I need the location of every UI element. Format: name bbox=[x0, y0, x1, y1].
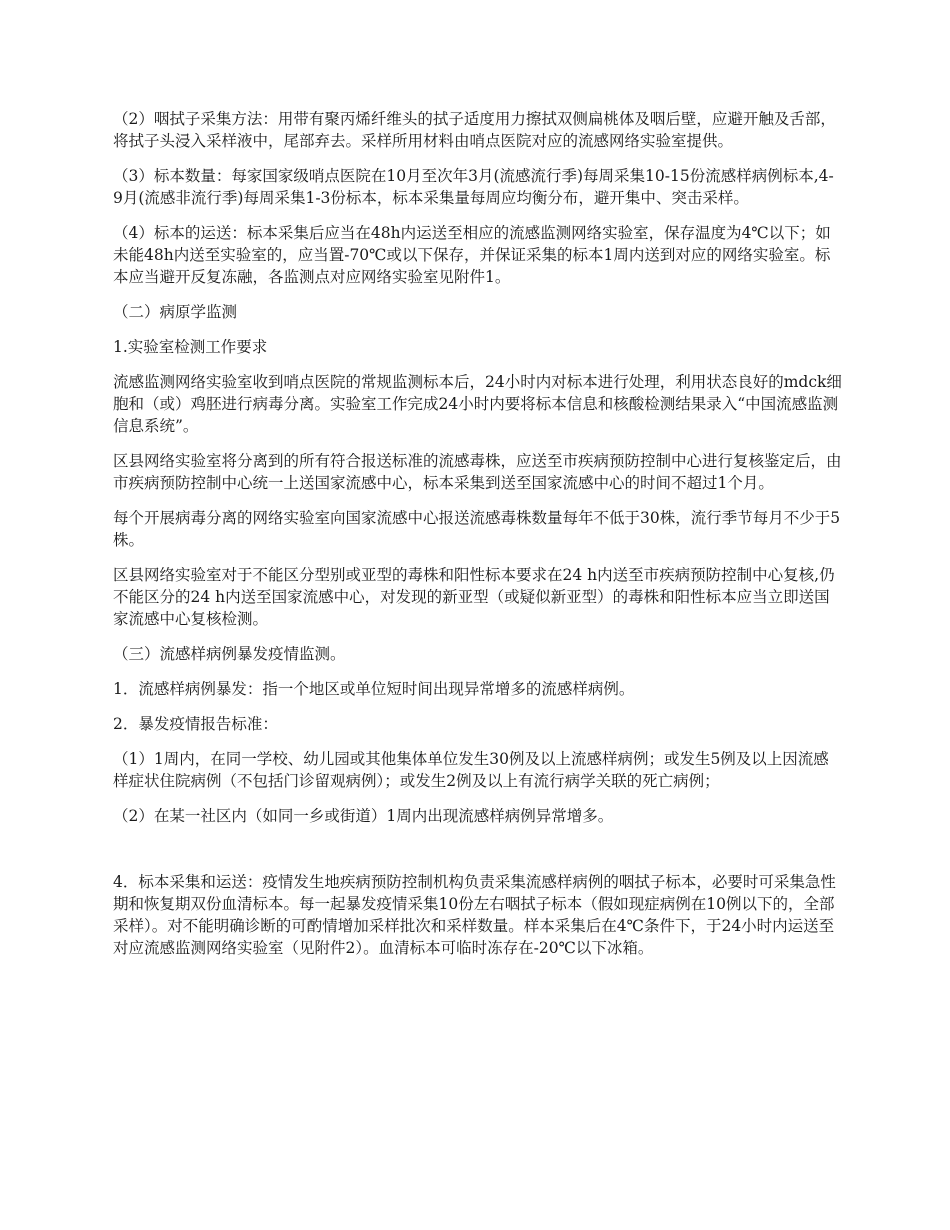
paragraph-throat-swab-method: （2）咽拭子采集方法：用带有聚丙烯纤维头的拭子适度用力擦拭双侧扁桃体及咽后壁，应避开触及舌部，将拭子头浸入采样液中，尾部弃去。采样所用材料由哨点医院对应的流感网络实验室提供。 bbox=[113, 110, 836, 150]
paragraph-criteria-one: （1）1周内，在同一学校、幼儿园或其他集体单位发生30例及以上流感样病例；或发生5例及以上因流感样症状住院病例（不包括门诊留观病例）；或发生2例及以上有流行病学关联的死亡病例； bbox=[113, 750, 829, 790]
paragraph-sample-quantity: （3）标本数量：每家国家级哨点医院在10月至次年3月(流感流行季)每周采集10-15份流感样病例标本,4-9月(流感非流行季)每周采集1-3份标本，标本采集量每周应均衡分布，避开集中、突击采样。 bbox=[113, 167, 834, 207]
paragraph-strain-submission: 区县网络实验室将分离到的所有符合报送标准的流感毒株，应送至市疾病预防控制中心进行复核鉴定后，由市疾病预防控制中心统一上送国家流感中心，标本采集到送至国家流感中心的时间不超过1个月。 bbox=[113, 452, 842, 492]
paragraph-sample-transport: （4）标本的运送：标本采集后应当在48h内运送至相应的流感监测网络实验室，保存温度为4℃以下；如未能48h内送至实验室的，应当置-70℃或以下保存，并保证采集的标本1周内送到对应的网络实验室。标本应当避开反复冻融，各监测点对应网络实验室见附件1。 bbox=[113, 224, 831, 286]
list-item-outbreak-definition: 1．流感样病例暴发：指一个地区或单位短时间出现异常增多的流感样病例。 bbox=[113, 680, 635, 698]
paragraph-outbreak-sampling: 4．标本采集和运送：疫情发生地疾病预防控制机构负责采集流感样病例的咽拭子标本，必要时可采集急性期和恢复期双份血清标本。每一起暴发疫情采集10份左右咽拭子标本（假如现症病例在10例以下的，全部采样）。对不能明确诊断的可酌情增加采样批次和采样数量。样本采集后在4℃条件下，于24小时内运送至对应流感监测网络实验室（见附件2）。血清标本可临时冻存在-20℃以下冰箱。 bbox=[113, 873, 836, 957]
paragraph-strain-quantity: 每个开展病毒分离的网络实验室向国家流感中心报送流感毒株数量每年不低于30株，流行季节每月不少于5株。 bbox=[113, 509, 841, 549]
paragraph-untyped-strains: 区县网络实验室对于不能区分型别或亚型的毒株和阳性标本要求在24 h内送至市疾病预防控制中心复核,仍不能区分的24 h内送至国家流感中心，对发现的新亚型（或疑似新亚型）的毒株和阳性标本应当立即送国家流感中心复核检测。 bbox=[113, 566, 835, 628]
document-body bbox=[113, 108, 843, 972]
section-heading-pathogen-monitoring: （二）病原学监测 bbox=[113, 303, 238, 321]
subheading-lab-testing-requirements: 1.实验室检测工作要求 bbox=[113, 338, 268, 356]
paragraph-criteria-two: （2）在某一社区内（如同一乡或街道）1周内出现流感样病例异常增多。 bbox=[113, 807, 614, 825]
section-heading-outbreak-monitoring: （三）流感样病例暴发疫情监测。 bbox=[113, 645, 346, 663]
paragraph-lab-processing: 流感监测网络实验室收到哨点医院的常规监测标本后，24小时内对标本进行处理，利用状态良好的mdck细胞和（或）鸡胚进行病毒分离。实验室工作完成24小时内要将标本信息和核酸检测结果录入“中国流感监测信息系统”。 bbox=[113, 373, 842, 435]
list-item-reporting-criteria: 2．暴发疫情报告标准： bbox=[113, 715, 278, 733]
